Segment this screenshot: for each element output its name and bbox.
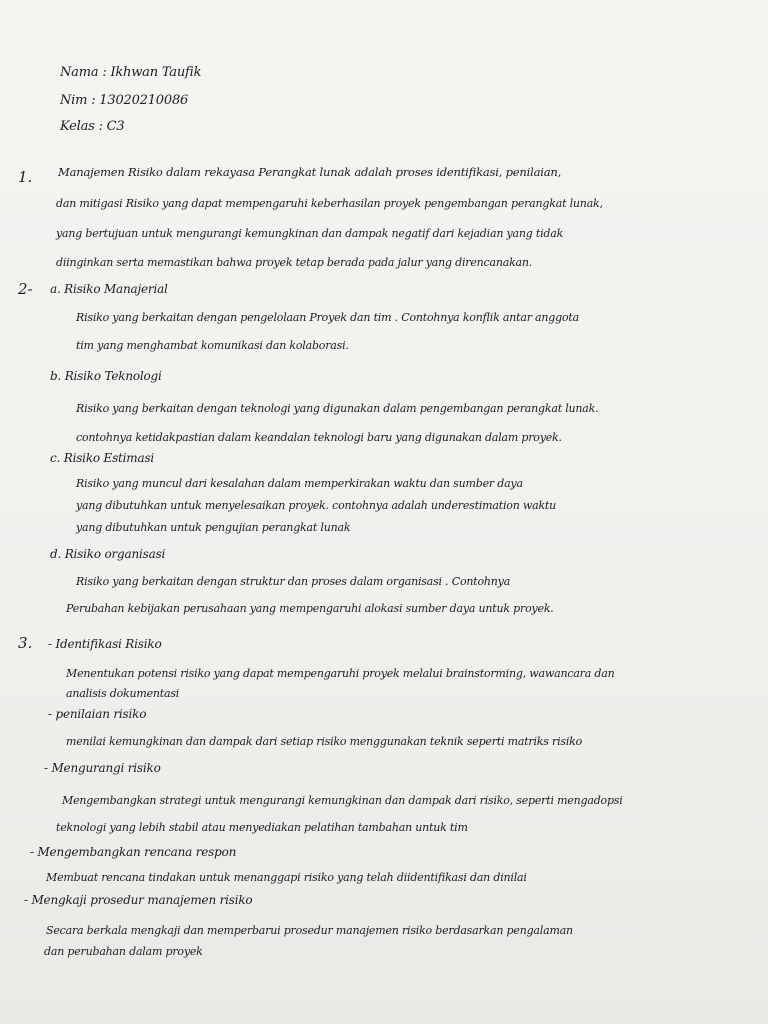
- q1-line: Manajemen Risiko dalam rekayasa Perangkat lunak adalah proses identifikasi, penilaian,: [58, 165, 562, 179]
- q3-item-title: - Identifikasi Risiko: [48, 637, 162, 651]
- q2d-title: d. Risiko organisasi: [50, 547, 166, 561]
- q2c-line: yang dibutuhkan untuk pengujian perangkat lunak: [76, 521, 351, 534]
- q2-number: 2-: [18, 280, 33, 298]
- q1-line: dan mitigasi Risiko yang dapat mempengaruhi keberhasilan proyek pengembangan perangkat lunak,: [56, 197, 603, 210]
- q3-item-line: teknologi yang lebih stabil atau menyediakan pelatihan tambahan untuk tim: [56, 821, 468, 834]
- q3-item-line: Membuat rencana tindakan untuk menanggapi risiko yang telah diidentifikasi dan dinilai: [46, 871, 527, 884]
- q3-item-line: menilai kemungkinan dan dampak dari setiap risiko menggunakan teknik seperti matriks risiko: [66, 735, 583, 748]
- q2b-line: Risiko yang berkaitan dengan teknologi yang digunakan dalam pengembangan perangkat lunak.: [76, 402, 599, 415]
- q3-item-title: - Mengurangi risiko: [44, 761, 161, 775]
- q2c-line: yang dibutuhkan untuk menyelesaikan proyek. contohnya adalah underestimation waktu: [76, 499, 557, 512]
- q3-number: 3.: [18, 634, 33, 652]
- q2d-line: Risiko yang berkaitan dengan struktur dan proses dalam organisasi . Contohnya: [76, 575, 511, 588]
- q1-number: 1.: [18, 168, 33, 186]
- q1-line: yang bertujuan untuk mengurangi kemungkinan dan dampak negatif dari kejadian yang tidak: [56, 227, 564, 240]
- header-nim: Nim : 13020210086: [60, 93, 189, 108]
- q3-item-line: analisis dokumentasi: [66, 687, 180, 700]
- q3-item-title: - Mengembangkan rencana respon: [30, 845, 237, 859]
- header-nama: Nama : Ikhwan Taufik: [60, 65, 202, 80]
- q2b-title: b. Risiko Teknologi: [50, 369, 162, 383]
- q3-item-line: Secara berkala mengkaji dan memperbarui prosedur manajemen risiko berdasarkan pengalaman: [46, 924, 573, 937]
- q2a-line: Risiko yang berkaitan dengan pengelolaan Proyek dan tim . Contohnya konflik antar anggota: [76, 311, 579, 324]
- q3-item-title: - Mengkaji prosedur manajemen risiko: [24, 893, 253, 907]
- q2a-line: tim yang menghambat komunikasi dan kolaborasi.: [76, 339, 349, 352]
- q2c-title: c. Risiko Estimasi: [50, 451, 155, 465]
- q1-line: diinginkan serta memastikan bahwa proyek tetap berada pada jalur yang direncanakan.: [56, 256, 533, 269]
- q2c-line: Risiko yang muncul dari kesalahan dalam memperkirakan waktu dan sumber daya: [76, 477, 523, 490]
- q2b-line: contohnya ketidakpastian dalam keandalan teknologi baru yang digunakan dalam proyek.: [76, 431, 562, 444]
- q2a-title: a. Risiko Manajerial: [50, 282, 168, 296]
- q3-item-title: - penilaian risiko: [48, 707, 147, 721]
- q3-item-line: Menentukan potensi risiko yang dapat mempengaruhi proyek melalui brainstorming, wawancara dan: [66, 667, 615, 680]
- q3-item-line: dan perubahan dalam proyek: [44, 945, 203, 958]
- q3-item-line: Mengembangkan strategi untuk mengurangi kemungkinan dan dampak dari risiko, seperti mengadopsi: [62, 794, 623, 807]
- header-kelas: Kelas : C3: [60, 119, 125, 134]
- q2d-line: Perubahan kebijakan perusahaan yang mempengaruhi alokasi sumber daya untuk proyek.: [66, 602, 554, 615]
